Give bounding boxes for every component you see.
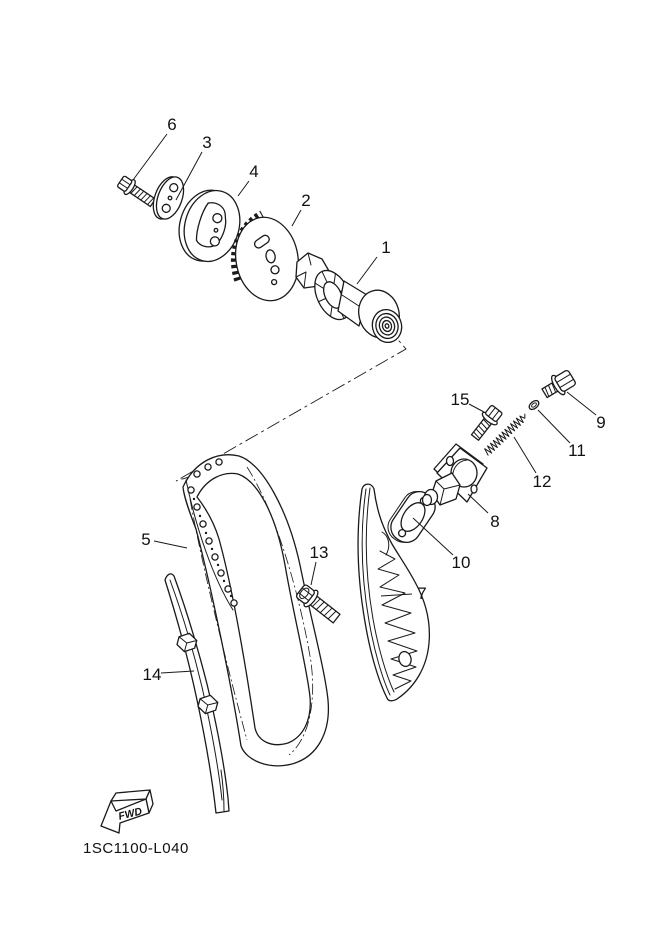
callout-label-4: 4 (249, 162, 259, 181)
bolt-6 (116, 174, 158, 210)
chain-tensioner-8 (423, 444, 488, 506)
callout-label-2: 2 (301, 191, 311, 210)
fwd-label: FWD (117, 805, 144, 823)
callout-label-13: 13 (309, 543, 329, 562)
callout-label-8: 8 (490, 512, 500, 531)
bolt-15 (468, 404, 504, 443)
callout-label-3: 3 (202, 133, 212, 152)
drawing-code: 1SC1100-L040 (83, 840, 189, 857)
callout-label-9: 9 (596, 413, 606, 432)
callout-label-10: 10 (451, 553, 471, 572)
fwd-arrow (101, 790, 153, 833)
callout-label-1: 1 (381, 238, 391, 257)
callout-label-5: 5 (141, 530, 151, 549)
callout-label-11: 11 (568, 441, 586, 460)
cap-bolt-9 (539, 367, 578, 402)
camshaft-1 (296, 253, 405, 346)
callout-label-14: 14 (142, 665, 162, 684)
callout-label-7: 7 (417, 584, 427, 603)
washer-11 (528, 399, 541, 411)
callout-label-6: 6 (167, 115, 177, 134)
callout-label-15: 15 (450, 390, 470, 409)
callout-label-12: 12 (532, 472, 552, 491)
